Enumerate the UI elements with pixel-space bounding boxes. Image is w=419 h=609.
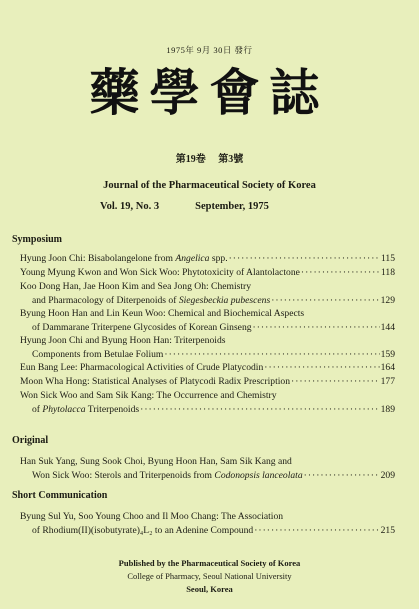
toc-line xyxy=(20,403,395,417)
volume-number: Vol. 19, No. 3 xyxy=(100,201,160,212)
section-heading-original: Original xyxy=(12,435,49,446)
toc-entry xyxy=(20,510,395,537)
page-number: 144 xyxy=(380,321,395,333)
toc-text-part: Components from Betulae Folium xyxy=(32,348,164,360)
toc-line xyxy=(20,294,395,308)
title-char: 學 xyxy=(149,63,210,122)
toc-line xyxy=(20,307,395,321)
issue-date: September, 1975 xyxy=(195,201,269,212)
page-number: 189 xyxy=(380,403,395,415)
toc-line xyxy=(20,280,395,294)
toc-text-part: Hyung Joon Chi and Byung Hoon Han: Triterpenoids xyxy=(20,335,226,346)
toc-text-part: Han Suk Yang, Sung Sook Choi, Byung Hoon Han, Sam Sik Kang and xyxy=(20,456,292,467)
city-line: Seoul, Korea xyxy=(186,584,233,594)
toc-line xyxy=(20,252,395,266)
page-number: 215 xyxy=(380,524,395,536)
toc-line xyxy=(20,266,395,280)
toc-text-part: Koo Dong Han, Jae Hoon Kim and Sea Jong Oh: Chemistry xyxy=(20,281,252,292)
toc-entry xyxy=(20,455,395,482)
toc-text xyxy=(20,375,290,389)
leader-dots xyxy=(140,403,379,417)
section-heading-short-communication: Short Communication xyxy=(12,490,108,501)
title-char: 誌 xyxy=(269,63,330,122)
journal-title-chinese xyxy=(0,58,419,128)
journal-name: Journal of the Pharmaceutical Society of Korea xyxy=(103,180,316,191)
toc-text xyxy=(32,403,139,417)
issue-date-korean: 1975年 9月 30日 發行 xyxy=(166,45,253,55)
page-number: 209 xyxy=(380,469,395,481)
toc-text xyxy=(20,389,277,403)
toc-text-part: Won Sick Woo: Sterols and Triterpenoids from xyxy=(32,469,215,481)
toc-entry xyxy=(20,389,395,416)
toc-line xyxy=(20,321,395,335)
toc-text-part: Young Myung Kwon and Won Sick Woo: Phytotoxicity of Alantolactone xyxy=(20,267,300,278)
toc-text-italic: Angelica xyxy=(175,253,210,264)
toc-line xyxy=(20,524,395,538)
leader-dots xyxy=(301,266,380,280)
toc-text xyxy=(20,361,263,375)
toc-line xyxy=(20,510,395,524)
toc-text-part: of xyxy=(32,403,43,415)
title-char: 會 xyxy=(209,63,270,122)
toc-text-part: Eun Bang Lee: Pharmacological Activities of Crude Platycodin xyxy=(20,362,264,373)
toc-text-part: Won Sick Woo and Sam Sik Kang: The Occurrence and Chemistry xyxy=(20,390,277,401)
toc-text xyxy=(32,294,270,308)
toc-entry xyxy=(20,307,395,334)
leader-dots xyxy=(229,252,380,266)
toc-entry xyxy=(20,280,395,307)
toc-text-italic: Codonopsis lanceolata xyxy=(214,469,303,481)
toc-text-part: Byung Sul Yu, Soo Young Choo and Il Moo Chang: The Association xyxy=(20,511,284,522)
toc-text-part: Moon Wha Hong: Statistical Analyses of Platycodi Radix Prescription xyxy=(20,376,291,387)
toc-text xyxy=(32,469,303,483)
toc-entry xyxy=(20,266,395,280)
toc-entry xyxy=(20,334,395,361)
toc-text xyxy=(20,307,304,321)
toc-entry xyxy=(20,375,395,389)
volume-korean: 第19卷 第3號 xyxy=(175,154,244,165)
page-number: 118 xyxy=(380,267,395,278)
page-number: 177 xyxy=(380,376,395,387)
leader-dots xyxy=(253,321,380,335)
college-line: College of Pharmacy, Seoul National University xyxy=(127,571,292,581)
section-heading-symposium: Symposium xyxy=(12,234,63,245)
toc-text-part: Byung Hoon Han and Lin Keun Woo: Chemical and Biochemical Aspects xyxy=(20,308,305,319)
toc-text xyxy=(20,334,225,348)
toc-text xyxy=(20,455,292,469)
leader-dots xyxy=(264,361,379,375)
toc-text xyxy=(20,510,283,524)
publisher-line: Published by the Pharmaceutical Society of Korea xyxy=(118,558,301,568)
toc-entry xyxy=(20,252,395,266)
toc-line xyxy=(20,389,395,403)
title-char: 藥 xyxy=(89,63,150,122)
toc-text-italic: Phytolacca xyxy=(42,403,86,415)
leader-dots xyxy=(254,524,379,538)
toc-text-part: spp. xyxy=(209,253,228,264)
page-number: 115 xyxy=(380,253,395,264)
toc-text xyxy=(32,348,163,362)
leader-dots xyxy=(291,375,380,389)
toc-line xyxy=(20,455,395,469)
toc-text xyxy=(32,321,252,335)
leader-dots xyxy=(164,348,379,362)
toc-entry xyxy=(20,361,395,375)
toc-line xyxy=(20,334,395,348)
page-number: 159 xyxy=(380,348,395,360)
toc-line xyxy=(20,375,395,389)
toc-text xyxy=(20,280,251,294)
toc-text-part: of Dammarane Triterpene Glycosides of Korean Ginseng xyxy=(32,321,252,333)
toc-text xyxy=(32,524,253,538)
leader-dots xyxy=(304,469,380,483)
toc-text-part: Hyung Joon Chi: Bisabolangelone from xyxy=(20,253,176,264)
toc-line xyxy=(20,348,395,362)
toc-text-part: of Rhodium(II)(isobutyrate)₄L₂ to an Adenine Compound xyxy=(32,524,254,536)
leader-dots xyxy=(271,294,379,308)
toc-line xyxy=(20,469,395,483)
toc-text-part: and Pharmacology of Diterpenoids of xyxy=(32,294,179,306)
toc-text-italic: Siegesbeckia pubescens xyxy=(178,294,271,306)
toc-line xyxy=(20,361,395,375)
toc-text-part: Triterpenoids xyxy=(85,403,140,415)
volume-english xyxy=(100,201,269,212)
toc-text xyxy=(20,266,300,280)
page-number: 129 xyxy=(380,294,395,306)
toc-text xyxy=(20,252,228,266)
page-number: 164 xyxy=(380,362,395,373)
